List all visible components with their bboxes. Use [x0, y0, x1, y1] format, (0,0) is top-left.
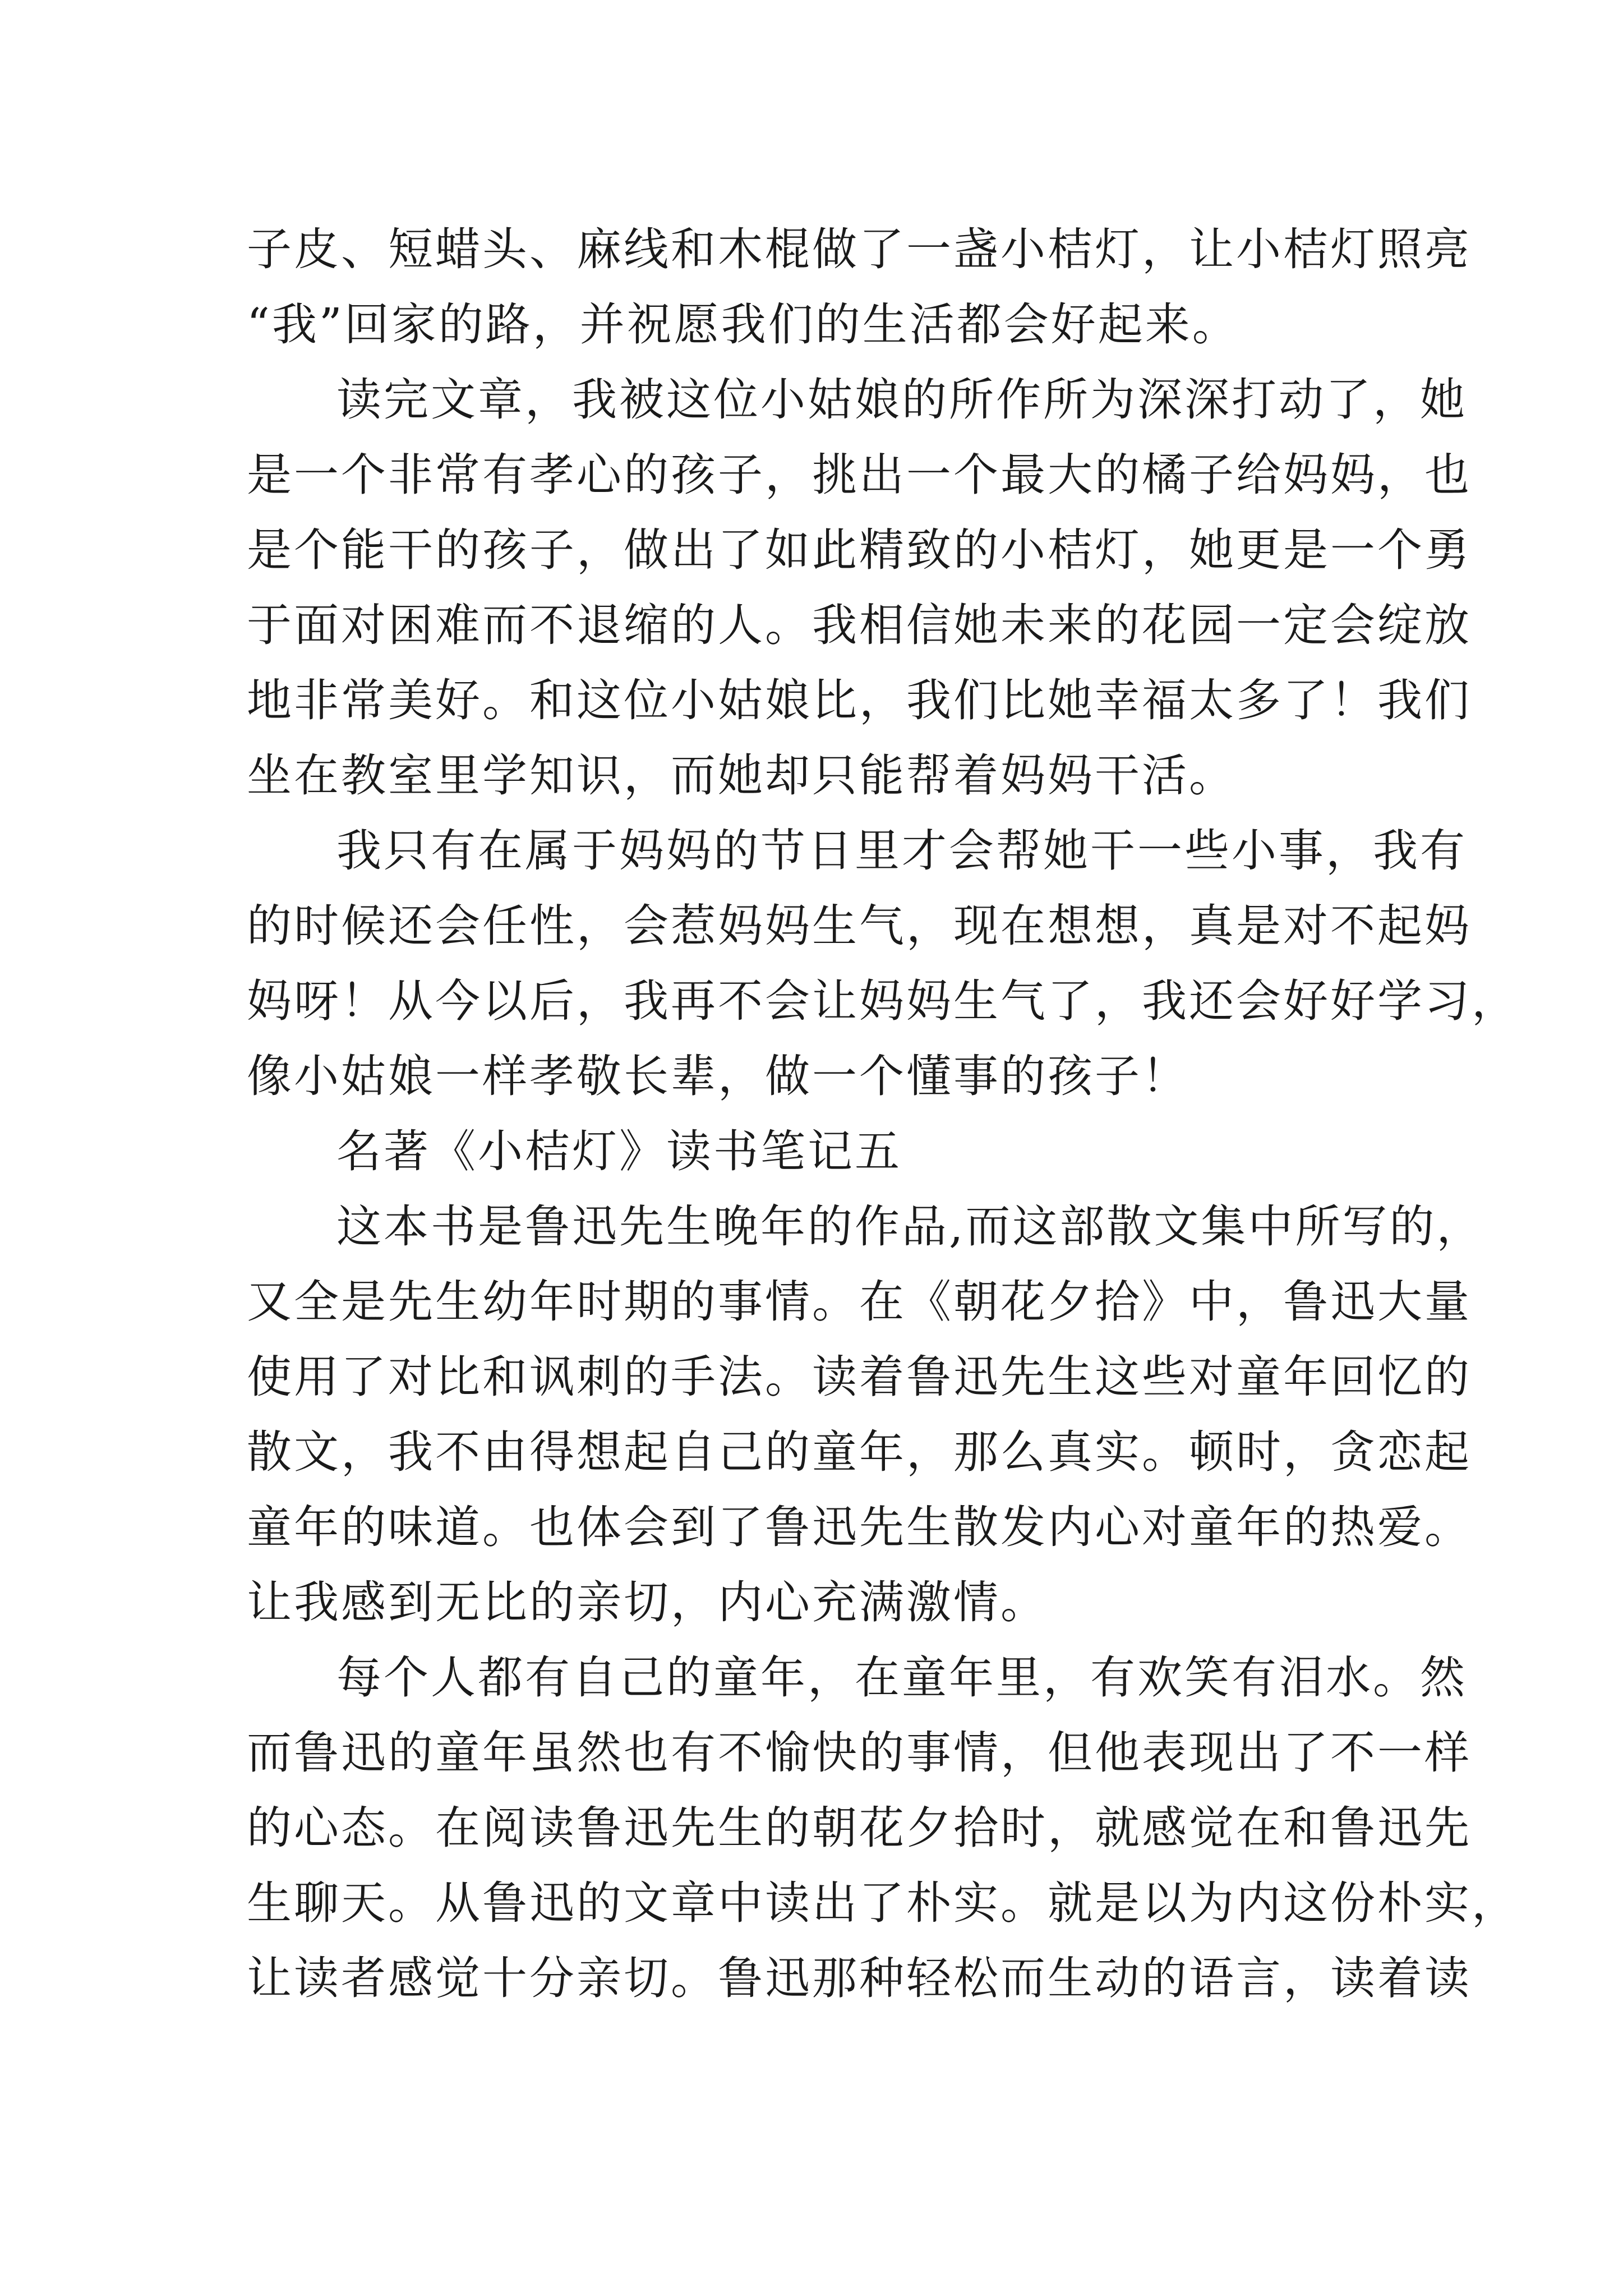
text-line: 妈呀！从今以后，我再不会让妈妈生气了，我还会好好学习， [247, 975, 1519, 1027]
text-line: 使用了对比和讽刺的手法。读着鲁迅先生这些对童年回忆的 [247, 1351, 1472, 1403]
text-line: 名著《小桔灯》读书笔记五 [336, 1125, 902, 1177]
text-line: 这本书是鲁迅先生晚年的作品,而这部散文集中所写的， [336, 1200, 1484, 1253]
body-text [247, 212, 1519, 2016]
text-line: 是一个非常有孝心的孩子，挑出一个最大的橘子给妈妈，也 [247, 449, 1472, 501]
text-line: 地非常美好。和这位小姑娘比，我们比她幸福太多了！我们 [247, 674, 1472, 726]
text-line: 坐在教室里学知识，而她却只能帮着妈妈干活。 [247, 749, 1236, 802]
text-line: “我”回家的路，并祝愿我们的生活都会好起来。 [247, 298, 1239, 351]
text-line: 子皮、短蜡头、麻线和木棍做了一盏小桔灯，让小桔灯照亮 [247, 223, 1472, 275]
text-line: 的心态。在阅读鲁迅先生的朝花夕拾时，就感觉在和鲁迅先 [247, 1802, 1472, 1854]
text-line: 又全是先生幼年时期的事情。在《朝花夕拾》中，鲁迅大量 [247, 1276, 1472, 1328]
text-line: 让我感到无比的亲切，内心充满激情。 [247, 1576, 1048, 1628]
text-line: 让读者感觉十分亲切。鲁迅那种轻松而生动的语言，读着读 [247, 1952, 1472, 2004]
text-line: 而鲁迅的童年虽然也有不愉快的事情，但他表现出了不一样 [247, 1727, 1472, 1779]
text-line: 是个能干的孩子，做出了如此精致的小桔灯，她更是一个勇 [247, 524, 1472, 576]
text-line: 读完文章，我被这位小姑娘的所作所为深深打动了，她 [336, 374, 1467, 426]
text-line: 像小姑娘一样孝敬长辈，做一个懂事的孩子！ [247, 1050, 1189, 1102]
text-line: 我只有在属于妈妈的节日里才会帮她干一些小事，我有 [336, 825, 1467, 877]
text-line: 于面对困难而不退缩的人。我相信她未来的花园一定会绽放 [247, 599, 1472, 651]
text-line: 童年的味道。也体会到了鲁迅先生散发内心对童年的热爱。 [247, 1501, 1472, 1553]
text-line: 每个人都有自己的童年，在童年里，有欢笑有泪水。然 [336, 1651, 1467, 1704]
text-line: 散文，我不由得想起自己的童年，那么真实。顿时，贪恋起 [247, 1426, 1472, 1478]
text-line: 生聊天。从鲁迅的文章中读出了朴实。就是以为内这份朴实， [247, 1877, 1519, 1929]
text-line: 的时候还会任性，会惹妈妈生气，现在想想，真是对不起妈 [247, 900, 1472, 952]
